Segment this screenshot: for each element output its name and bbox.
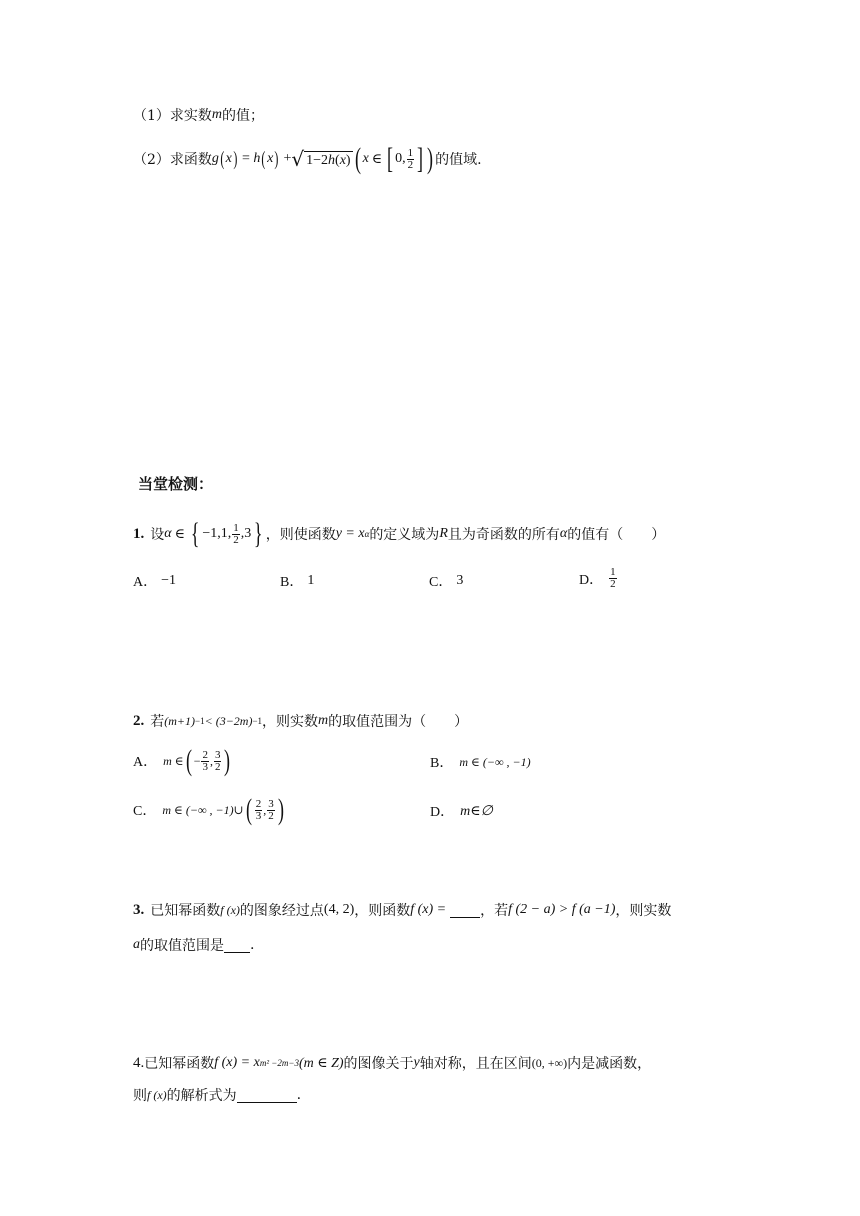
bracket-open: [	[387, 142, 394, 175]
problem-text: ，则函数	[354, 903, 411, 919]
numerator: 2	[202, 748, 208, 761]
brace-close: }	[254, 517, 263, 550]
interval: (0, +∞)	[531, 1055, 568, 1070]
set-values: −1,1,	[202, 526, 232, 541]
problem-text: 的定义域为	[369, 527, 440, 543]
option-label: B．	[430, 756, 454, 771]
func-h: h	[253, 151, 261, 166]
set-R: R	[439, 526, 448, 541]
problem-text: ，若	[480, 903, 509, 919]
problem-4-line-1: 4. 已知幂函数 f (x) = x m² −2m−3 (m ∈ Z) 的图像关于 y 轴对称，且在区间 (0, +∞) 内是减函数，	[133, 1054, 652, 1072]
radicand: 1−2h(x)	[306, 153, 351, 168]
radical-sign: √	[291, 147, 305, 171]
denominator: 3	[202, 760, 208, 773]
problem-text: ，则使函数	[265, 527, 336, 543]
numerator: 3	[214, 748, 221, 761]
problem-4-line-2	[133, 1085, 301, 1105]
option-value: 1	[307, 573, 315, 588]
fraction	[214, 750, 222, 773]
subquestion-2-prefix: （2）求函数	[133, 152, 212, 168]
option-value: −1	[161, 573, 177, 588]
problem-text: 且为奇函数的所有	[447, 527, 560, 543]
function-f: f (x)	[147, 1087, 167, 1102]
function-expression: y = x	[335, 526, 365, 541]
numerator: 3	[268, 797, 274, 810]
plus: +	[279, 151, 292, 166]
option-c[interactable]	[429, 571, 463, 591]
option-label: D．	[430, 805, 455, 820]
equals: =	[238, 151, 254, 166]
denominator: 3	[255, 809, 262, 822]
paren-close: )	[277, 793, 284, 826]
function-expression: f (x) = x	[214, 1055, 260, 1070]
one: 1	[306, 153, 314, 168]
problem-text: 的图像关于	[343, 1056, 414, 1072]
paren-close: )	[274, 148, 279, 170]
element-of: ∈	[371, 151, 383, 167]
paren-open: (	[261, 148, 266, 170]
problem-2: 2. 若 (m+1) −1 < (3−2m) −1 ，则实数 m 的取值范围为（ ）	[133, 712, 469, 730]
problem-text: 已知幂函数	[150, 903, 221, 919]
func-h: h	[328, 153, 336, 168]
func-g: g	[211, 151, 219, 166]
comma: ,	[402, 151, 406, 166]
problem-text: 已知幂函数	[144, 1056, 215, 1072]
answer-blank[interactable]	[237, 1088, 297, 1103]
fraction-half	[609, 567, 617, 590]
paren-close: )	[233, 148, 238, 170]
option-d[interactable]	[579, 567, 618, 590]
option-b[interactable]	[280, 571, 314, 591]
problem-3-line-2	[133, 935, 254, 955]
minus-two: −2	[313, 153, 329, 168]
problem-number: 3.	[133, 901, 145, 918]
minus: −	[193, 753, 201, 768]
option-c[interactable]	[133, 794, 286, 826]
function-f: f (x)	[220, 902, 240, 917]
var-x: x	[225, 151, 232, 166]
option-value: 3	[456, 573, 464, 588]
problem-number: 4.	[133, 1054, 145, 1071]
subquestion-1	[133, 105, 264, 125]
var-m: m	[318, 713, 329, 728]
problem-text: 的值有（ ）	[567, 527, 666, 543]
option-label: C．	[429, 575, 453, 590]
inequality: f (2 − a) > f (a −1)	[508, 902, 616, 917]
denominator: 2	[233, 533, 239, 546]
option-a[interactable]	[133, 571, 176, 591]
comma: ,	[209, 753, 213, 768]
problem-text: 若	[150, 714, 165, 730]
option-label: C．	[133, 804, 157, 819]
problem-number: 2.	[133, 712, 145, 729]
subquestion-2-suffix: 的值域.	[435, 152, 482, 168]
problem-text: 内是减函数，	[567, 1056, 652, 1072]
problem-number: 1.	[133, 525, 145, 542]
paren-close: )	[224, 744, 231, 777]
denominator: 2	[407, 158, 414, 171]
function-f: f (x) =	[410, 902, 447, 917]
answer-blank[interactable]	[450, 903, 480, 918]
big-paren-close: )	[427, 142, 434, 175]
problem-text: 的解析式为	[166, 1088, 237, 1104]
numerator: 2	[255, 797, 262, 810]
var-a: a	[133, 937, 140, 952]
fraction	[267, 799, 275, 822]
fraction-half	[407, 148, 415, 171]
option-expression: m ∈ (−∞ , −1)∪	[162, 802, 244, 817]
interval-low: 0	[395, 151, 403, 166]
option-expression: m ∈	[163, 753, 184, 768]
problem-text: 则	[133, 1088, 147, 1104]
point: (4, 2)	[323, 902, 355, 917]
inequality-right: < (3−2m)	[204, 713, 253, 728]
option-a[interactable]	[133, 745, 232, 777]
problem-3-line-1	[133, 900, 671, 920]
problem-text: ，则实数	[615, 903, 672, 919]
denominator: 2	[214, 760, 221, 773]
bracket-close: ]	[417, 142, 424, 175]
var-x: x	[339, 153, 346, 168]
paren-open: (	[185, 744, 192, 777]
denominator: 2	[610, 578, 616, 590]
paren-open: (	[245, 793, 252, 826]
big-paren-open: (	[354, 142, 361, 175]
problem-text: 设	[150, 527, 165, 543]
problem-text: 的图象经过点	[239, 903, 324, 919]
option-label: A．	[133, 755, 158, 770]
numerator: 1	[610, 566, 616, 578]
denominator: 2	[268, 809, 274, 822]
alpha: α	[559, 526, 568, 541]
fraction	[201, 750, 209, 773]
answer-blank[interactable]	[224, 938, 250, 953]
option-d[interactable]	[430, 801, 493, 821]
inequality-left: (m+1)	[164, 713, 196, 728]
problem-text: 的取值范围为（ ）	[328, 714, 469, 730]
problem-text: .	[296, 1087, 302, 1103]
comma: ,	[263, 802, 267, 817]
subquestion-1-prefix: （1）求实数	[133, 108, 212, 124]
problem-text: .	[250, 937, 255, 953]
paren-open: (	[220, 148, 225, 170]
alpha: α	[164, 526, 172, 541]
option-label: D．	[579, 572, 604, 588]
option-value: m ∈ (−∞ , −1)	[459, 754, 531, 769]
numerator: 1	[233, 521, 239, 534]
option-b[interactable]	[430, 752, 531, 772]
numerator: 1	[407, 146, 414, 159]
problem-text: 的取值范围是	[140, 938, 224, 954]
brace-open: {	[190, 517, 200, 550]
sqrt-expression	[291, 149, 352, 169]
problem-1: 1. 设 α ∈ { −1,1, $\frac{1}{2}$ ,3 } ，则使函数 y = x α 的定义域为 R 且为奇函数的所有 α 的值有（ ）	[133, 517, 666, 550]
var-x: x	[267, 151, 274, 166]
option-value: m∈∅	[460, 803, 493, 819]
option-label: A．	[133, 575, 158, 590]
option-label: B．	[280, 575, 304, 590]
problem-text: 轴对称，且在区间	[419, 1056, 532, 1072]
var-x: x	[362, 151, 369, 166]
element-of: ∈	[174, 526, 185, 542]
var-m: m	[211, 107, 223, 122]
fraction-half	[232, 523, 240, 546]
subquestion-1-suffix: 的值；	[222, 108, 265, 124]
set-values: ,3	[240, 526, 252, 541]
subquestion-2	[133, 138, 482, 180]
fraction	[255, 799, 263, 822]
var-y: y	[413, 1055, 420, 1070]
condition: (m ∈ Z)	[298, 1055, 344, 1071]
section-title: 当堂检测：	[138, 475, 214, 493]
problem-text: ，则实数	[262, 714, 319, 730]
